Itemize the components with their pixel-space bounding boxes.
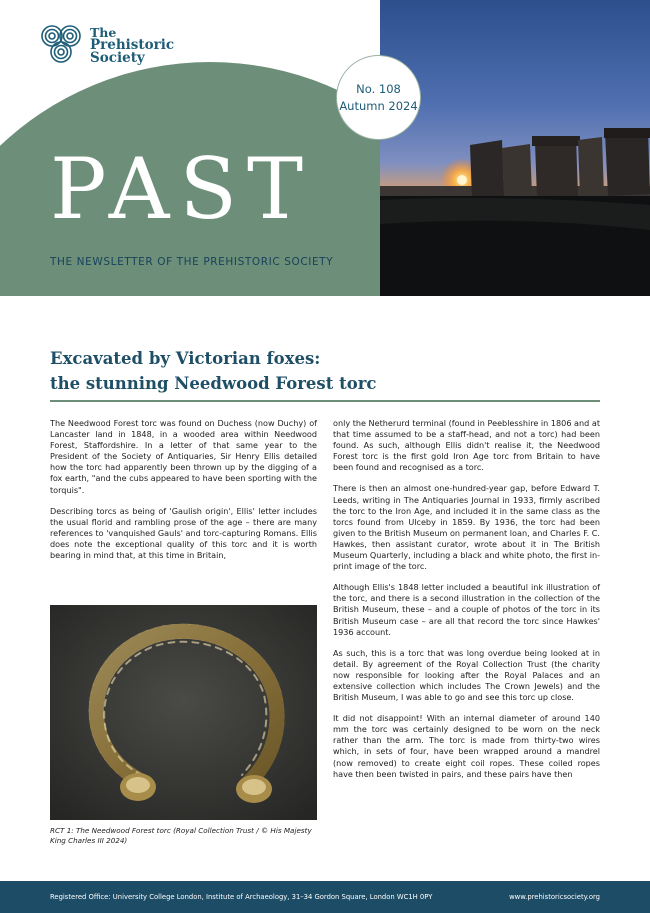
paragraph: only the Netherurd terminal (found in Peeblesshire in 1806 and at that time assumed to be a staff-head, and not a torc) had been found. As such, although Ellis didn't realise it, the Needwood Forest torc is the first gold Iron Age torc from Britain to have been found and recognised as a torc. bbox=[333, 418, 600, 473]
article-column-right bbox=[333, 418, 600, 790]
logo-wordmark bbox=[90, 26, 174, 65]
website-link[interactable]: www.prehistoricsociety.org bbox=[509, 893, 600, 901]
newsletter-title: PAST bbox=[50, 140, 314, 238]
torc-photo bbox=[50, 605, 317, 820]
headline-line-2: the stunning Needwood Forest torc bbox=[50, 374, 377, 393]
article-column-left bbox=[50, 418, 317, 571]
logo-word-society: Society bbox=[90, 49, 145, 66]
logo-word-prehistoric: Prehistoric bbox=[90, 36, 175, 53]
logo-word-the: The bbox=[90, 24, 117, 40]
stonehenge-sunset-photo bbox=[380, 0, 650, 296]
prehistoric-society-logo[interactable] bbox=[38, 22, 174, 68]
headline-divider bbox=[50, 400, 600, 402]
issue-badge bbox=[336, 55, 421, 140]
masthead-banner bbox=[0, 0, 650, 296]
paragraph: The Needwood Forest torc was found on Duchess (now Duchy) of Lancaster land in 1848, in a wooded area within Needwood Forest, Staffordshire. In a letter of that same year to the President of the Society of Antiquaries, Sir Henry Ellis detailed how the torc had apparently been thrown up by the digging of a fox earth, "and the cubs appeared to have been sporting with the torquis". bbox=[50, 418, 317, 495]
paragraph: Although Ellis's 1848 letter included a beautiful ink illustration of the torc, and there is a second illustration in the collection of the British Museum, these – and a couple of photos of the torc in its British Museum case – are all that record the torc since Hawkes' 1936 account. bbox=[333, 582, 600, 637]
issue-season: Autumn 2024 bbox=[339, 98, 418, 113]
paragraph: There is then an almost one-hundred-year gap, before Edward T. Leeds, writing in The Antiquaries Journal in 1933, firmly ascribed the torc to the Iron Age, and included it in the same class as the torcs found from Ulceby in 1859. By 1936, the torc had been given to the British Museum on permanent loan, and Charles F. C. Hawkes, then assistant curator, wrote about it in The British Museum Quarterly, including a black and white photo, the first in-print image of the torc. bbox=[333, 483, 600, 572]
issue-number: No. 108 bbox=[356, 81, 401, 96]
headline-line-1: Excavated by Victorian foxes: bbox=[50, 349, 321, 368]
paragraph: It did not disappoint! With an internal diameter of around 140 mm the torc was certainly designed to be worn on the neck rather than the arm. The torc is made from thirty-two wires which, in sets of four, have been wrapped around a mandrel (now removed) to create eight coil ropes. These coiled ropes have then been twisted in pairs, and these pairs have then bbox=[333, 713, 600, 779]
registered-office-address: Registered Office: University College London, Institute of Archaeology, 31–34 Gordon Square, London WC1H 0PY bbox=[50, 893, 433, 901]
paragraph: Describing torcs as being of 'Gaulish origin', Ellis' letter includes the usual florid and rambling prose of the age – there are many references to 'vanquished Gauls' and torc-capturing Romans. Ellis does note the exceptional quality of this torc and it is worth bearing in mind that, at this time in Britain, bbox=[50, 505, 317, 561]
figure-caption: RCT 1: The Needwood Forest torc (Royal Collection Trust / © His Majesty King Charles III 2024) bbox=[50, 826, 312, 845]
article-headline bbox=[50, 346, 600, 396]
newsletter-tagline: THE NEWSLETTER OF THE PREHISTORIC SOCIETY bbox=[50, 256, 334, 268]
triskele-logo-icon bbox=[38, 22, 84, 68]
paragraph: As such, this is a torc that was long overdue being looked at in detail. By agreement of the Royal Collection Trust (the charity now responsible for looking after the Royal Palaces and an extensive collection which includes The Crown Jewels) and the British Museum, I was able to go and see this torc up close. bbox=[333, 647, 600, 703]
footer-bar bbox=[0, 881, 650, 913]
